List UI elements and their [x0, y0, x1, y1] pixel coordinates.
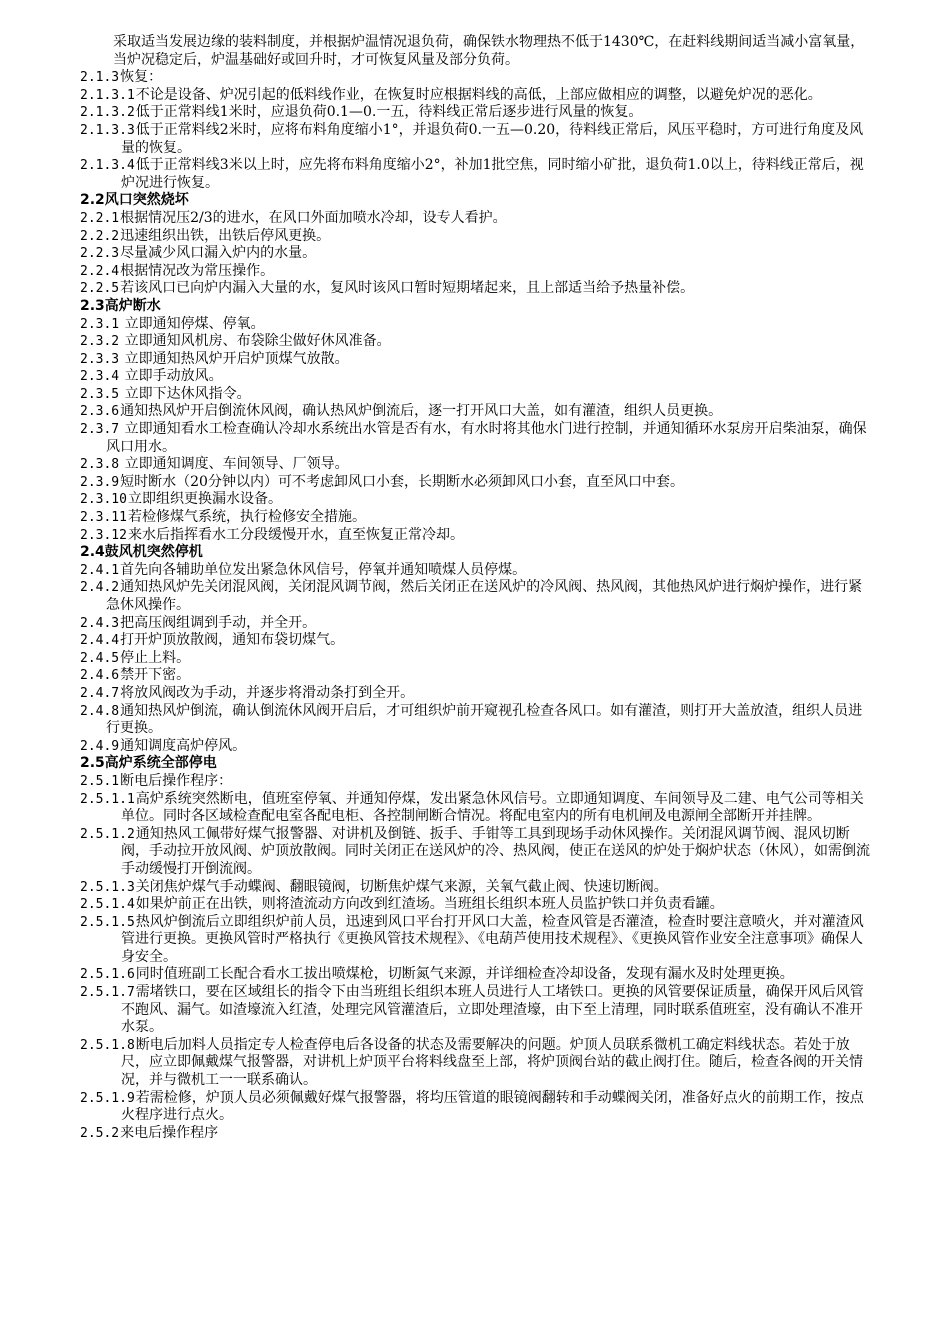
list-item [0, 263, 950, 281]
item-text: 通知热风工佩带好煤气报警器、对讲机及倒链、扳手、手钳等工具到现场手动休风操作。关闭混风调节阀、混风切断阀，手动拉开放风阀、炉顶放散阀。同时关闭正在送风炉的冷、热风阀，使正在送风的炉处于焖炉状态（休风），如需倒流手动缓慢打开倒流阀。 [121, 825, 870, 877]
list-item [0, 1090, 950, 1125]
item-text: 断电后操作程序： [120, 772, 233, 789]
item-text: 通知热风炉先关闭混风阀，关闭混风调节阀，然后关闭正在送风炉的冷风阀、热风阀，其他热风炉进行焖炉操作，进行紧急休风操作。 [106, 579, 863, 613]
item-text: 关闭焦炉煤气手动蝶阀、翻眼镜阀，切断焦炉煤气来源，关氧气截止阀、快速切断阀。 [135, 878, 668, 895]
item-text: 尽量减少风口漏入炉内的水量。 [120, 245, 317, 262]
item-number: 2.3.12 [80, 527, 127, 543]
item-text: 低于正常料线2米时，应将布料角度缩小1°，并退负荷0.一五—0.20，待料线正常后，风压平稳时，方可进行角度及风量的恢复。 [121, 121, 864, 156]
list-item [0, 579, 950, 614]
item-number: 2.3.1 [80, 316, 120, 332]
item-number: 2.1.3.3 [80, 122, 135, 138]
item-number: 2.4.9 [80, 738, 120, 754]
item-text: 立即通知风机房、布袋除尘做好休风准备。 [120, 333, 391, 350]
item-number: 2.2.1 [80, 210, 120, 226]
item-text: 断电后加料人员指定专人检查停电后各设备的状态及需要解决的问题。炉顶人员联系微机工确定料线状态。若处于放尺，应立即佩戴煤气报警器，对讲机上炉顶平台将料线盘至上部，将炉顶阀台站的截止阀打住。随后，检查各阀的开关情况，并与微机工一一联系确认。 [121, 1036, 863, 1089]
item-number: 2.1.3.2 [80, 105, 135, 121]
item-text: 来电后操作程序 [120, 1124, 219, 1141]
paragraph-continuation: 采取适当发展边缘的装料制度，并根据炉温情况退负荷，确保铁水物理热不低于1430℃，在赶料线期间适当减小富氧量，当炉况稳定后，炉温基础好或回升时，才可恢复风量及部分负荷。 [113, 34, 865, 68]
item-number: 2.4.2 [80, 580, 120, 596]
item-number: 2.1.3 [80, 70, 120, 86]
list-item [0, 1125, 950, 1143]
item-number: 2.3.2 [80, 334, 120, 350]
item-text: 立即通知热风炉开启炉顶煤气放散。 [120, 350, 349, 367]
list-item [0, 826, 950, 879]
item-number: 2.5.1.4 [80, 897, 135, 913]
item-text: 迅速组织出铁，出铁后停风更换。 [120, 227, 331, 244]
item-number: 2.2.4 [80, 263, 120, 279]
list-item [0, 791, 950, 826]
item-text: 同时值班副工长配合看水工拔出喷煤枪，切断氮气来源，并详细检查冷却设备，发现有漏水及时处理更换。 [135, 966, 794, 983]
item-number: 2.2.3 [80, 246, 120, 262]
item-number: 2.5.1.8 [80, 1037, 135, 1053]
section-heading: 2.4鼓风机突然停机 [80, 544, 203, 561]
item-number: 2.5.1.1 [80, 791, 135, 807]
list-item [0, 87, 950, 105]
item-number: 2.4.5 [80, 650, 120, 666]
item-text: 若该风口已向炉内漏入大量的水，复风时该风口暂时短期堵起来，且上部适当给予热量补偿。 [120, 280, 695, 297]
item-text: 立即通知停煤、停氧。 [120, 315, 265, 332]
list-item [0, 280, 950, 298]
item-text: 热风炉倒流后立即组织炉前人员，迅速到风口平台打开风口大盖，检查风管是否灌渣，检查时要注意喷火，并对灌渣风管进行更换。更换风管时严格执行《更换风管技术规程》、《电葫芦使用技术规程》、《更换风管作业安全注意事项》确保人身安全。 [121, 913, 864, 965]
list-item [0, 104, 950, 122]
item-number: 2.3.9 [80, 474, 120, 490]
item-number: 2.5.1.7 [80, 985, 135, 1001]
item-text: 禁开下密。 [120, 667, 191, 684]
document-body [0, 34, 950, 1142]
item-text: 低于正常料线3米以上时，应先将布料角度缩小2°，补加1批空焦，同时缩小矿批，退负荷1.0以上，待料线正常后，视炉况进行恢复。 [121, 157, 864, 191]
list-item [0, 245, 950, 263]
list-item [0, 703, 950, 738]
list-item [0, 615, 950, 633]
item-text: 短时断水（20分钟以内）可不考虑卸风口小套，长期断水必须卸风口小套，直至风口中套。 [120, 473, 684, 490]
list-item [0, 69, 950, 87]
item-text: 如果炉前正在出铁，则将渣流动方向改到红渣场。当班组长组织本班人员监护铁口并负责看罐。 [135, 896, 724, 913]
item-number: 2.3.7 [80, 422, 120, 438]
list-item [0, 966, 950, 984]
item-number: 2.3.6 [80, 404, 120, 420]
item-text: 恢复： [120, 69, 163, 86]
list-item [0, 685, 950, 703]
item-text: 若检修煤气系统，执行检修安全措施。 [127, 509, 366, 526]
item-text: 需堵铁口，要在区域组长的指令下由当班组长组织本班人员进行人工堵铁口。更换的风管要保证质量，确保开风后风管不跑风、漏气。如渣壕流入红渣，处理完风管灌渣后，立即处理渣壕，由下至上清理，同时联系值班室，没有确认不准开水泵。 [121, 984, 864, 1036]
item-number: 2.4.6 [80, 668, 120, 684]
item-number: 2.3.11 [80, 510, 127, 526]
item-text: 立即手动放风。 [120, 368, 223, 385]
item-text: 首先向各辅助单位发出紧急休风信号，停氧并通知喷煤人员停煤。 [120, 561, 527, 578]
item-text: 打开炉顶放散阀，通知布袋切煤气。 [120, 632, 345, 649]
list-item [0, 368, 950, 386]
item-number: 2.4.3 [80, 615, 120, 631]
list-item [0, 474, 950, 492]
item-number: 2.3.3 [80, 351, 120, 367]
item-number: 2.5.1.5 [80, 914, 135, 930]
list-item [0, 650, 950, 668]
list-item [0, 403, 950, 421]
item-text: 来水后指挥看水工分段缓慢开水，直至恢复正常冷却。 [127, 526, 464, 543]
list-item [0, 527, 950, 545]
item-text: 低于正常料线1米时，应退负荷0.1—0.一五，待料线正常后逐步进行风量的恢复。 [135, 104, 643, 121]
item-text: 立即通知看水工检查确认冷却水系统出水管是否有水，有水时将其他水门进行控制，并通知循环水泵房开启柴油泵，确保风口用水。 [106, 421, 867, 455]
list-item [0, 421, 950, 456]
item-text: 立即下达休风指令。 [120, 385, 251, 402]
item-number: 2.5.1.3 [80, 879, 135, 895]
list-item [0, 456, 950, 474]
item-number: 2.2.2 [80, 228, 120, 244]
list-item [0, 316, 950, 334]
item-number: 2.1.3.1 [80, 87, 135, 103]
item-text: 若需检修，炉顶人员必须佩戴好煤气报警器，将均压管道的眼镜阀翻转和手动蝶阀关闭，准备好点火的前期工作，按点火程序进行点火。 [121, 1089, 864, 1124]
item-text: 停止上料。 [120, 649, 191, 666]
list-item [0, 1037, 950, 1090]
item-text: 立即组织更换漏水设备。 [127, 491, 282, 508]
list-item [0, 896, 950, 914]
item-number: 2.4.7 [80, 685, 120, 701]
item-text: 不论是设备、炉况引起的低料线作业，在恢复时应根据料线的高低，上部应做相应的调整，以避免炉况的恶化。 [135, 86, 822, 103]
item-number: 2.3.5 [80, 386, 120, 402]
section-heading: 2.2风口突然烧坏 [80, 192, 189, 209]
item-text: 根据情况改为常压操作。 [120, 262, 275, 279]
item-number: 2.1.3.4 [80, 158, 135, 174]
list-item [0, 386, 950, 404]
list-item [0, 491, 950, 509]
list-item [0, 632, 950, 650]
list-item [0, 157, 950, 192]
item-text: 将放风阀改为手动，并逐步将滑动条打到全开。 [120, 684, 415, 701]
item-number: 2.5.1 [80, 773, 120, 789]
item-text: 立即通知调度、车间领导、厂领导。 [120, 456, 349, 473]
section-heading: 2.3高炉断水 [80, 297, 161, 314]
list-item [0, 879, 950, 897]
item-text: 通知调度高炉停风。 [120, 737, 247, 754]
item-text: 把高压阀组调到手动，并全开。 [120, 614, 317, 631]
list-item [0, 984, 950, 1037]
item-number: 2.4.1 [80, 562, 120, 578]
item-text: 通知热风炉倒流，确认倒流休风阀开启后，才可组织炉前开窥视孔检查各风口。如有灌渣，则打开大盖放渣，组织人员进行更换。 [106, 702, 863, 737]
list-item [0, 122, 950, 157]
list-item [0, 562, 950, 580]
list-item [0, 667, 950, 685]
item-number: 2.5.1.6 [80, 967, 135, 983]
list-item [0, 351, 950, 369]
list-item [0, 914, 950, 967]
list-item [0, 738, 950, 756]
list-item [0, 210, 950, 228]
item-number: 2.5.2 [80, 1125, 120, 1141]
item-number: 2.3.8 [80, 457, 120, 473]
list-item [0, 773, 950, 791]
item-number: 2.4.4 [80, 633, 120, 649]
item-text: 通知热风炉开启倒流休风阀，确认热风炉倒流后，逐一打开风口大盖，如有灌渣，组织人员更换。 [120, 403, 723, 420]
list-item [0, 509, 950, 527]
list-item [0, 333, 950, 351]
item-number: 2.3.4 [80, 369, 120, 385]
item-number: 2.2.5 [80, 281, 120, 297]
item-text: 高炉系统突然断电，值班室停氧、并通知停煤，发出紧急休风信号。立即通知调度、车间领导及二建、电气公司等相关单位。同时各区域检查配电室各配电柜、各控制闸断合情况。将配电室内的所有电机闸及电源闸全部断开并挂牌。 [121, 790, 864, 825]
list-item [0, 228, 950, 246]
item-number: 2.5.1.9 [80, 1090, 135, 1106]
item-text: 根据情况压2/3的进水，在风口外面加喷水冷却，设专人看护。 [120, 209, 507, 226]
item-number: 2.3.10 [80, 492, 127, 508]
section-heading: 2.5高炉系统全部停电 [80, 755, 217, 772]
item-number: 2.5.1.2 [80, 826, 135, 842]
item-number: 2.4.8 [80, 703, 120, 719]
